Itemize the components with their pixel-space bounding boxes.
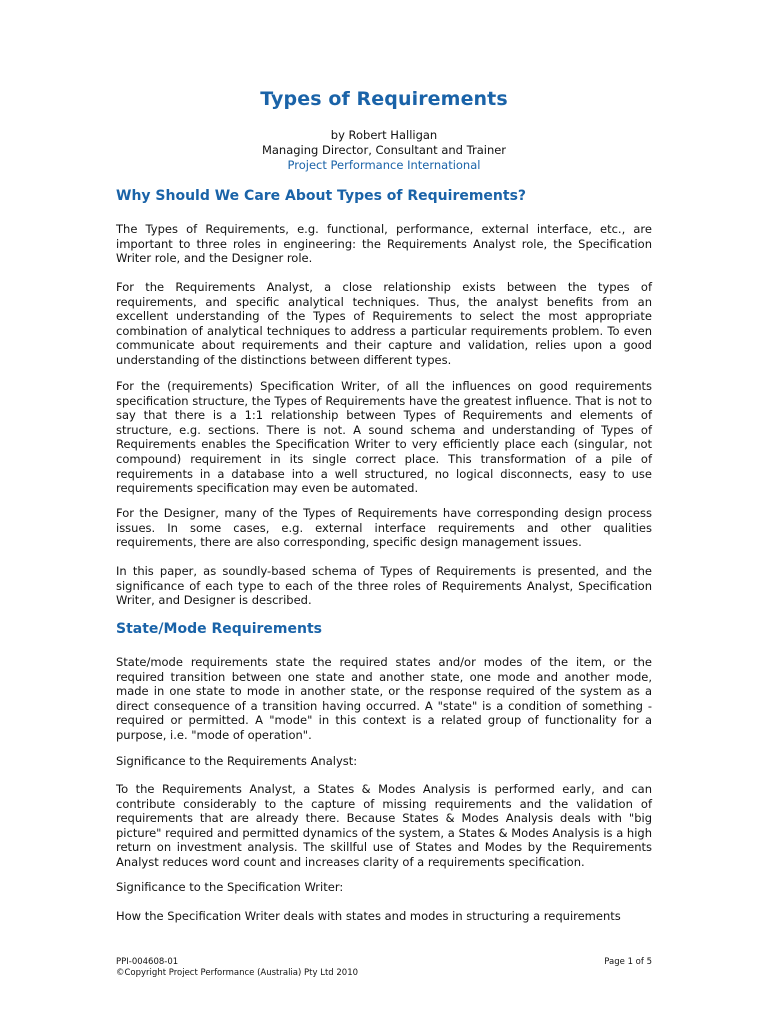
paragraph: For the Requirements Analyst, a close relationship exists between the types of requirements, and specific analytical techniques. Thus, the analyst benefits from an excellent understanding of the Types of Requirements to select the most appropriate combination of analytical techniques to address a particular requirements problem. To even communicate about requirements and their capture and validation, relies upon a good understanding of the distinctions between different types. [116, 280, 652, 367]
footer-doc-id: PPI-004608-01 [116, 957, 179, 967]
paragraph: For the (requirements) Specification Writer, of all the influences on good requirements specification structure, the Types of Requirements have the greatest influence. That is not to say that there is a 1:1 relationship between Types of Requirements and elements of structure, e.g. sections. There is not. A sound schema and understanding of Types of Requirements enables the Specification Writer to very efficiently place each (singular, not compound) requirement in its single correct place. This transformation of a pile of requirements in a database into a well structured, no logical disconnects, easy to use requirements specification may even be automated. [116, 379, 652, 496]
paragraph: To the Requirements Analyst, a States & Modes Analysis is performed early, and can contribute considerably to the capture of missing requirements and the validation of requirements that are already there. Because States & Modes Analysis deals with "big picture" required and permitted dynamics of the system, a States & Modes Analysis is a high return on investment analysis. The skillful use of States and Modes by the Requirements Analyst reduces word count and increases clarity of a requirements specification. [116, 782, 652, 869]
paragraph: How the Specification Writer deals with states and modes in structuring a requirements [116, 909, 621, 923]
author-role: Managing Director, Consultant and Trainer [261, 143, 507, 157]
section-heading-why-care: Why Should We Care About Types of Requirements? [116, 188, 527, 204]
section-heading-state-mode: State/Mode Requirements [116, 621, 323, 637]
author-organization: Project Performance International [287, 158, 481, 172]
footer-copyright: ©Copyright Project Performance (Australia) Pty Ltd 2010 [116, 968, 359, 978]
document-title: Types of Requirements [260, 88, 508, 110]
paragraph: In this paper, as soundly-based schema of Types of Requirements is presented, and the significance of each type to each of the three roles of Requirements Analyst, Specification Writer, and Designer is described. [116, 564, 652, 608]
paragraph: For the Designer, many of the Types of Requirements have corresponding design process issues. In some cases, e.g. external interface requirements and other qualities requirements, there are also corresponding, specific design management issues. [116, 506, 652, 550]
paragraph: The Types of Requirements, e.g. functional, performance, external interface, etc., are important to three roles in engineering: the Requirements Analyst role, the Specification Writer role, and the Designer role. [116, 222, 652, 266]
document-page [116, 0, 652, 1024]
subheading-writer: Significance to the Specification Writer: [116, 880, 344, 894]
page-footer [116, 957, 652, 979]
subheading-analyst: Significance to the Requirements Analyst: [116, 754, 358, 768]
page-number: Page 1 of 5 [604, 957, 652, 967]
author-block [116, 128, 652, 173]
paragraph: State/mode requirements state the required states and/or modes of the item, or the required transition between one state and another state, one mode and another mode, made in one state to mode in another state, or the response required of the system as a direct consequence of a transition having occurred. A "state" is a condition of something - required or permitted. A "mode" in this context is a related group of functionality for a purpose, i.e. "mode of operation". [116, 655, 652, 742]
author-line: by Robert Halligan [330, 128, 438, 142]
